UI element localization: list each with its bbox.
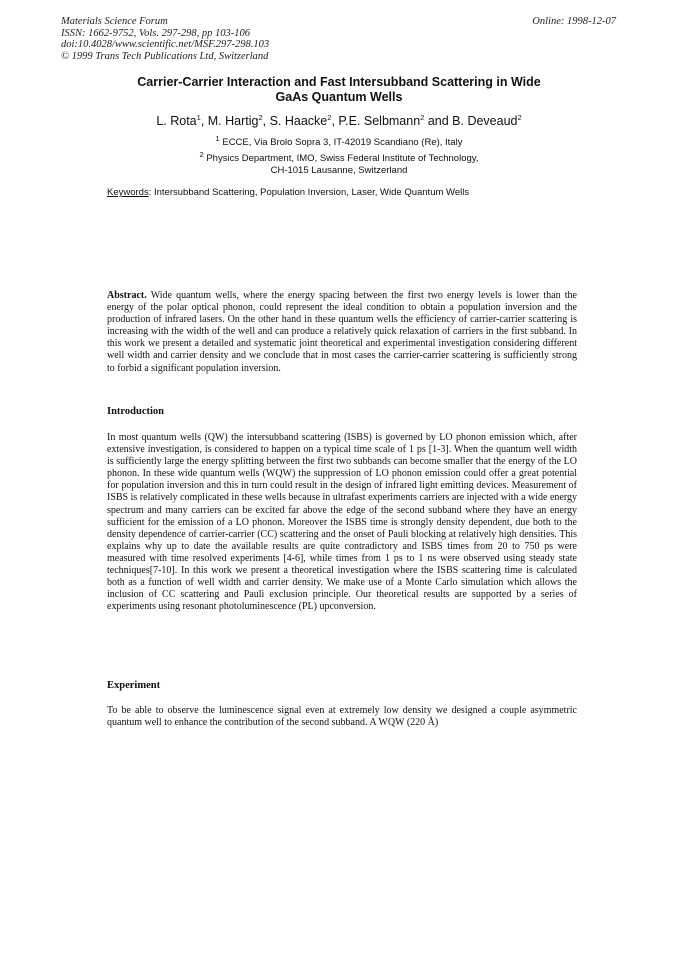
experiment-heading: Experiment — [107, 680, 161, 691]
author-affil-sup: 2 — [420, 112, 425, 122]
affiliation-2-line-2: CH-1015 Lausanne, Switzerland — [270, 165, 408, 176]
author-name: P.E. Selbmann — [338, 114, 421, 128]
affiliation-1-text: ECCE, Via Brolo Sopra 3, IT-42019 Scandiano (Re), Italy — [222, 137, 463, 148]
author-name: S. Haacke — [269, 114, 328, 128]
journal-header — [61, 16, 361, 62]
affiliation-2-line-1: Physics Department, IMO, Swiss Federal Institute of Technology, — [206, 153, 479, 164]
abstract-text: Wide quantum wells, where the energy spacing between the first two energy levels is lower than the energy of the polar optical phonon, could represent the ideal condition to obtain a population inversion and the production of infrared lasers. On the other hand in these quantum wells the efficiency of carrier-carrier scattering is increasing with the width of the well and can produce a relatively quick relaxation of carriers in the first subband. In this work we present a detailed and systematic joint theoretical and experimental investigation considering different well width and carrier density and we conclude that in most cases the carrier-carrier scattering is sufficiently strong to forbid a significant population inversion. — [107, 290, 577, 374]
online-date: Online: 1998-12-07 — [532, 16, 616, 27]
issn-line: ISSN: 1662-9752, Vols. 297-298, pp 103-106 — [61, 27, 250, 39]
abstract-label: Abstract. — [107, 290, 147, 301]
author-affil-sup: 2 — [517, 112, 522, 122]
abstract — [107, 290, 577, 375]
affiliation-1-sup: 1 — [215, 133, 220, 143]
keywords — [107, 187, 577, 199]
keywords-label: Keywords — [107, 187, 149, 198]
experiment-text: To be able to observe the luminescence signal even at extremely low density we designed a couple asymmetric quantum well to enhance the contribution of the second subband. A WQW (220 Å) — [107, 705, 577, 729]
author-name: M. Hartig — [207, 114, 259, 128]
copyright-line: © 1999 Trans Tech Publications Ltd, Switzerland — [61, 50, 269, 62]
author-name: B. Deveaud — [452, 114, 518, 128]
affiliation-1 — [100, 133, 578, 149]
author-affil-sup: 2 — [258, 112, 263, 122]
affiliation-2-sup: 2 — [199, 149, 204, 159]
introduction-text: In most quantum wells (QW) the intersubband scattering (ISBS) is governed by LO phonon emission which, after extensive investigation, is considered to happen on a typical time scale of 1 ps [1-3]. When the quantum well width is sufficiently large the energy splitting between the first two subbands can become smaller that the energy of the LO phonon. In these wide quantum wells (WQW) the suppression of LO phonon emission could offer a great potential for population inversion and this in turn could result in the design of infrared light emitting devices. Measurement of ISBS is relatively complicated in these wells because in ultrafast experiments carriers are injected with a wide energy spectrum and many carriers can be excited far above the edge of the second subband where they have an energy sufficient for the emission of a LO phonon. Moreover the ISBS time is strongly density dependent, due both to the density dependence of carrier-carrier (CC) scattering and the onset of Pauli blocking at relatively high densities. This explains why up to date the available results are quite contradictory and ISBS times from 20 to 750 ps were measured with time resolved experiments [4-6], while times from 1 ps to 1 ns were observed using steady state techniques[7-10]. In this work we present a theoretical investigation where the ISBS scattering time is calculated both as a function of well width and carrier density. We make use of a Monte Carlo simulation which allows the inclusion of CC scattering and Pauli exclusion principle. Our theoretical results are supported by a series of experiments using resonant photoluminescence (PL) upconversion. — [107, 432, 577, 613]
title-line-2: GaAs Quantum Wells — [275, 90, 403, 104]
author-affil-sup: 2 — [327, 112, 332, 122]
author-name: L. Rota — [156, 114, 197, 128]
introduction-heading: Introduction — [107, 406, 164, 417]
paper-title — [100, 75, 578, 105]
affiliation-2 — [100, 149, 578, 177]
doi-link[interactable]: doi:10.4028/www.scientific.net/MSF.297-298.103 — [61, 39, 270, 50]
author-list: L. Rota$^1$, M. Hartig$^2$, S. Haacke$^2$, P.E. Selbmann$^2$ and B. Deveaud$^2$ — [156, 112, 522, 128]
author-affil-sup: 1 — [196, 112, 201, 122]
title-line-1: Carrier-Carrier Interaction and Fast Intersubband Scattering in Wide — [137, 75, 541, 89]
journal-name: Materials Science Forum — [61, 16, 168, 27]
keywords-list: : Intersubband Scattering, Population Inversion, Laser, Wide Quantum Wells — [148, 187, 470, 198]
